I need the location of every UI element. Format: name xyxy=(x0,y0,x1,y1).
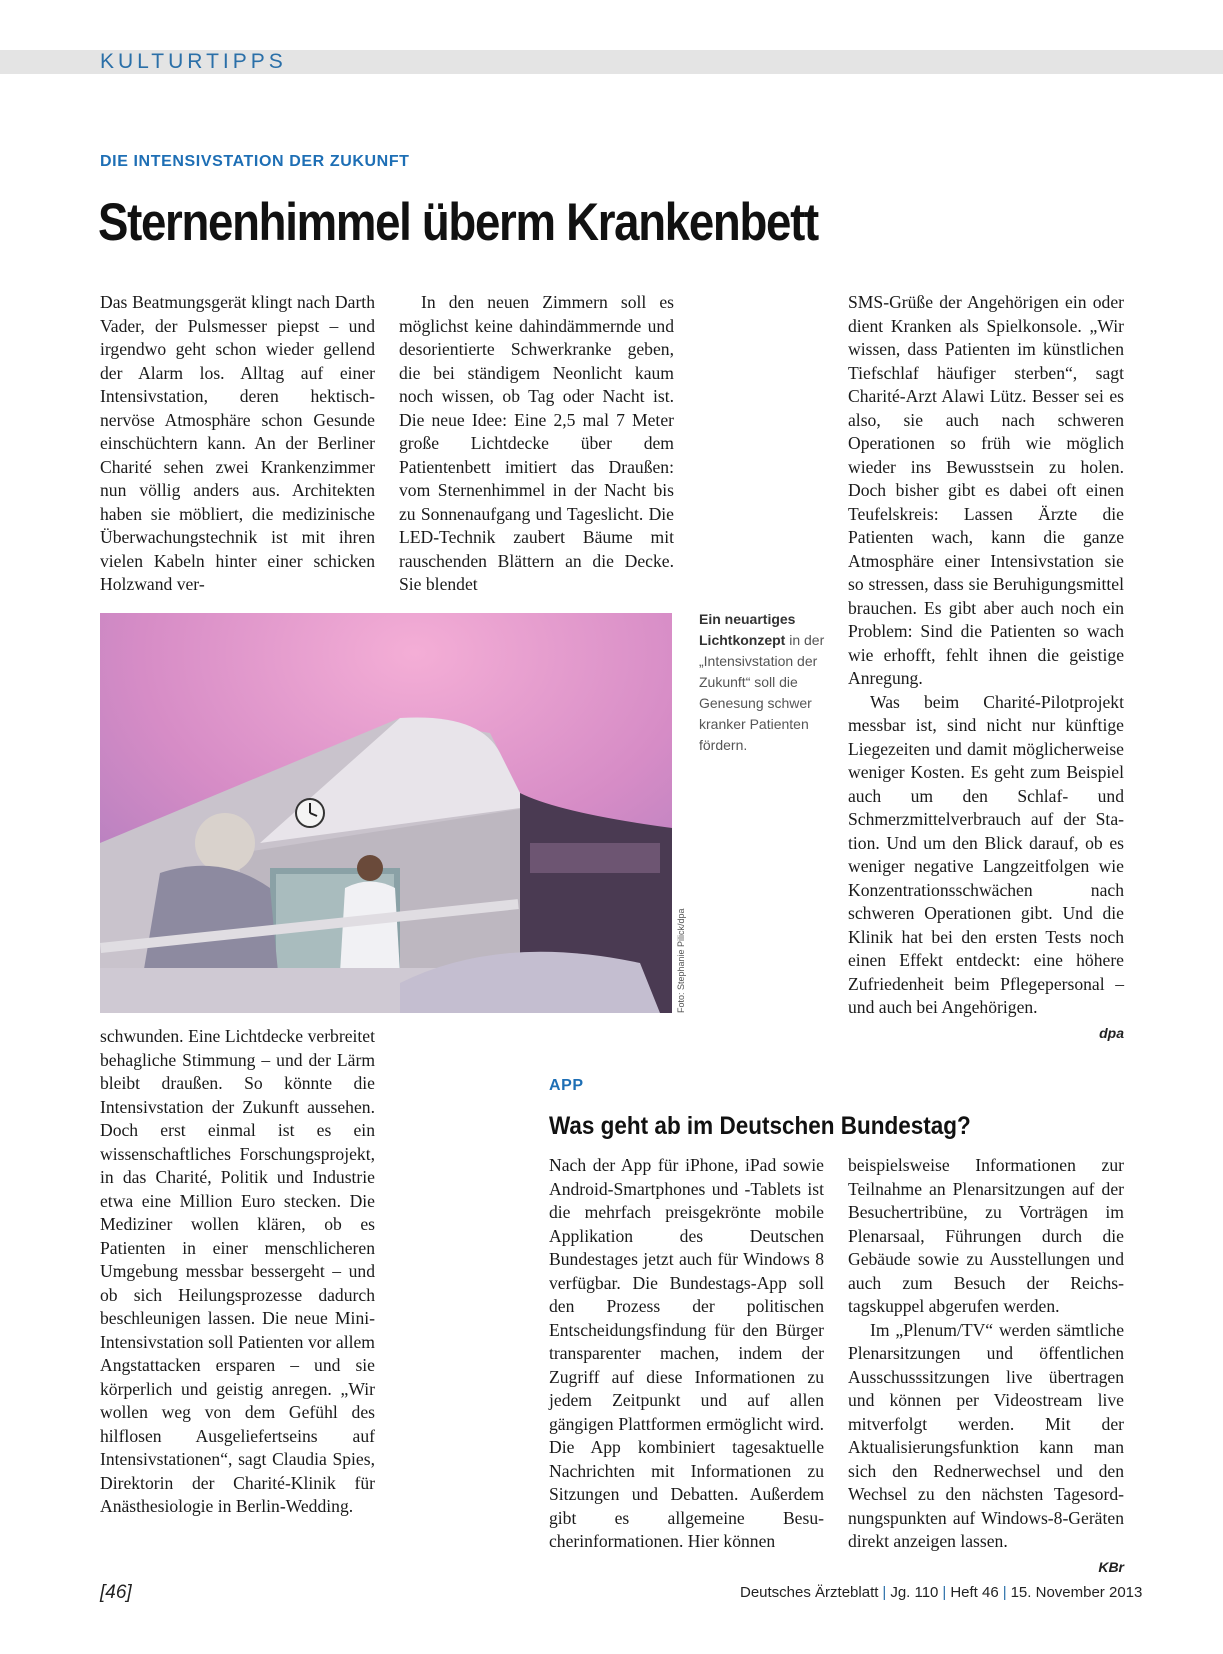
paragraph: In den neuen Zimmern soll es möglichst keine dahindämmernde und desorientierte Schwerkranke geben, die bei ständigem Neonlicht kaum noch wissen, ob Tag oder Nacht ist. Die neue Idee: Eine 2,5 mal 7 Meter große Lichtdecke über dem Patientenbett imitiert das Draußen: vom Sternenhimmel in der Nacht bis zu Sonnenaufgang und Tageslicht. Die LED-Technik zaubert Bäume mit rauschenden Blättern an die Decke. Sie blendet xyxy=(399,292,674,594)
article-column-3 xyxy=(848,291,1124,1045)
paragraph: Was beim Charité-Pilotprojekt messbar ist, sind nicht nur künftige Liegezeiten und damit möglicherweise weniger Kosten. Es geht zum Beispiel auch um den Schlaf- und Schmerzmittelverbrauch auf der Station. Und um den Blick darauf, ob es weniger negative Langzeitfolgen wie Konzentrationsschwächen nach schweren Operationen gibt. Und die Klinik hat bei den ersten Tests noch einen Effekt entdeckt: eine höhere Zufriedenheit beim Pflegepersonal – und auch bei Angehörigen. xyxy=(848,691,1124,1017)
article2-column-2 xyxy=(848,1154,1124,1579)
paragraph: SMS-Grüße der Angehörigen ein oder dient Kranken als Spielkonsole. „Wir wissen, dass Patienten im künstlichen Tiefschlaf häufiger sterben“, sagt Charité-Arzt Alawi Lütz. Besser sei es also, sie auch nach schweren Operationen so früh wie möglich wieder ins Bewusstsein zu holen. Doch bisher gibt es dabei oft einen Teufelskreis: Lassen Ärzte die Patienten wach, kann die ganze Atmosphäre einer Intensivstation sie so stressen, dass sie Beruhigungsmittel brauchen. Es gibt aber auch noch ein Problem: Sind die Patienten so wach wie erhofft, fehlt ihnen die geistige Anregung. xyxy=(848,292,1124,688)
publication-info: Deutsches Ärzteblatt | Jg. 110 | Heft 46 | 15. November 2013 xyxy=(740,1584,1143,1601)
article-photo xyxy=(100,613,672,1013)
article-column-1-continued xyxy=(100,1025,375,1519)
author-signature: KBr xyxy=(1098,1558,1124,1575)
paragraph: schwunden. Eine Lichtdecke verbreitet behagliche Stimmung – und der Lärm bleibt draußen. So könnte die Intensivstation der Zukunft aussehen. Doch erst einmal ist es ein wissenschaftliches Forschungsprojekt, in das Charité, Politik und Industrie etwa eine Million Euro stecken. Die Mediziner wollen klären, ob es Patienten in einer menschlicheren Umgebung messbar bessergeht – und ob sich Heilungsprozesse dadurch beschleunigen lassen. Die neue Mini-Intensivstation soll Patienten vor allem Angstattacken ersparen – und sie körperlich und geistig anregen. „Wir wollen weg von dem Gefühl des hilflosen Ausgeliefertseins auf Intensivstationen“, sagt Claudia Spies, Direktorin der Charité-Klinik für Anästhesiologie in Berlin-Wedding. xyxy=(100,1026,375,1516)
article-column-1 xyxy=(100,291,375,597)
article-headline: Sternenhimmel überm Krankenbett xyxy=(98,193,818,252)
paragraph: beispielsweise Informationen zur Teilnahme an Plenarsitzungen auf der Besuchertribüne, zu Vorträgen im Plenarsaal, Führungen durch die Gebäude sowie zu Ausstellungen und auch zum Besuch der Reichstagskuppel abgerufen werden. xyxy=(848,1155,1124,1316)
article-column-2 xyxy=(399,291,674,597)
caption-lead: Ein neuartiges Lichtkonzept xyxy=(699,611,796,648)
article2-kicker: APP xyxy=(549,1077,584,1094)
page-number: [46] xyxy=(100,1582,132,1603)
volume: Jg. 110 xyxy=(890,1584,939,1601)
paragraph: Nach der App für iPhone, iPad sowie Android-Smartphones und -Tablets ist die mehrfach preisgekrönte mobile Applikation des Deutschen Bundestages jetzt auch für Windows 8 verfügbar. Die Bundestags-App soll den Prozess der politischen Entscheidungsfindung für den Bürger transparenter machen, indem der Zugriff auf diese Informationen zu jedem Zeitpunkt und auf allen gängigen Plattformen ermöglicht wird. Die App kombiniert tagesaktuelle Nachrichten mit Informationen zu Sitzungen und Debatten. Außerdem gibt es allgemeine Besucherinformationen. Hier können xyxy=(549,1155,824,1551)
author-signature: dpa xyxy=(1099,1024,1124,1041)
article-kicker: DIE INTENSIVSTATION DER ZUKUNFT xyxy=(100,153,410,170)
publication-name: Deutsches Ärzteblatt xyxy=(740,1584,879,1601)
photo-credit: Foto: Stephanie Pilick/dpa xyxy=(676,908,686,1013)
issue: Heft 46 xyxy=(950,1584,999,1601)
article2-column-1 xyxy=(549,1154,824,1554)
photo-caption xyxy=(699,609,829,756)
photo-illustration xyxy=(100,613,672,1013)
paragraph: Das Beatmungsgerät klingt nach Darth Vader, der Pulsmesser piepst – und irgendwo geht schon wieder gellend der Alarm los. Alltag auf einer Intensivstation, deren hektisch-nervöse Atmosphäre schon Gesunde einschüchtern kann. An der Berliner Charité sehen zwei Krankenzimmer nun völlig anders aus. Architekten haben sie möbliert, die medizinische Überwachungstechnik ist mit ihren vielen Kabeln hinter einer schicken Holzwand ver- xyxy=(100,292,375,594)
article2-headline: Was geht ab im Deutschen Bundestag? xyxy=(549,1112,971,1140)
caption-text: in der „Intensivstation der Zukunft“ soll die Genesung schwer kranker Patienten fördern. xyxy=(699,632,825,753)
section-label: KULTURTIPPS xyxy=(100,50,287,73)
issue-date: 15. November 2013 xyxy=(1010,1584,1143,1601)
paragraph: Im „Plenum/TV“ werden sämtliche Plenarsitzungen und öffentlichen Ausschusssitzungen live übertragen und können per Videostream live mitverfolgt werden. Mit der Aktualisierungsfunktion kann man sich den Rednerwechsel und den Wechsel zu den nächsten Tagesordnungspunkten auf Windows-8-Geräten direkt anzeigen lassen. xyxy=(848,1319,1124,1551)
